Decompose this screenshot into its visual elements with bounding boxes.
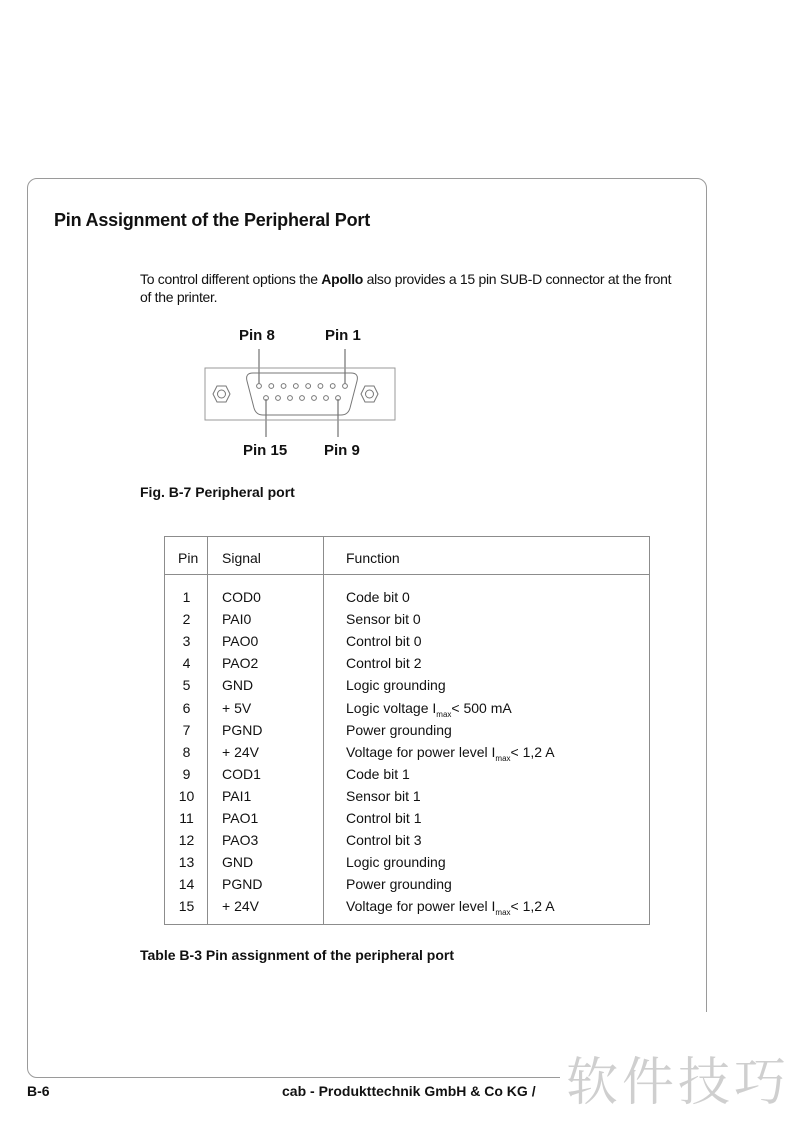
cell-function [346, 810, 421, 826]
screw-right-hole [366, 390, 374, 398]
product-name: Apollo [321, 271, 364, 287]
pin-assignment-table [164, 536, 650, 925]
pin-hole [318, 384, 323, 389]
function-subscript: max [436, 709, 452, 719]
table-row [165, 633, 649, 655]
table-row [165, 655, 649, 677]
function-text: Logic voltage I [346, 699, 437, 716]
function-text: Control bit 3 [346, 832, 422, 849]
cell-function [346, 766, 410, 782]
cell-pin: 15 [178, 898, 195, 915]
pin-hole [276, 396, 281, 401]
pin-hole [312, 396, 317, 401]
screw-left-hole [218, 390, 226, 398]
pin-label-bottom-left: Pin 15 [243, 442, 288, 459]
function-text: Control bit 1 [346, 810, 422, 826]
cell-pin: 2 [182, 611, 191, 628]
table-row [165, 677, 649, 699]
pin-hole [257, 384, 262, 389]
cell-pin: 12 [178, 832, 195, 849]
header-divider [165, 574, 649, 575]
cell-signal: PGND [222, 721, 263, 738]
cell-pin: 5 [182, 677, 191, 694]
cell-signal: + 5V [222, 699, 252, 716]
intro-paragraph [140, 270, 680, 306]
d-shell [247, 373, 358, 415]
cell-signal: + 24V [222, 743, 259, 760]
cell-function [346, 722, 452, 738]
function-text: Voltage for power level I [346, 898, 496, 915]
intro-text-after: also provides a 15 pin SUB-D connector at the front of the printer. [140, 271, 672, 305]
cell-pin: 8 [182, 743, 191, 760]
function-subscript: max [495, 908, 511, 918]
function-text: Code bit 0 [346, 589, 410, 605]
cell-pin: 9 [182, 765, 191, 782]
cell-pin: 13 [178, 854, 195, 871]
cell-pin: 1 [182, 589, 191, 605]
figure-caption: Fig. B-7 Peripheral port [140, 484, 295, 500]
header-pin: Pin [178, 550, 199, 566]
cell-pin: 3 [182, 633, 191, 650]
footer-page-number: B-6 [27, 1083, 50, 1099]
function-text: Power grounding [346, 876, 452, 893]
cell-signal: PAI0 [222, 611, 252, 628]
function-subscript: max [495, 753, 511, 763]
cell-signal: PAO1 [222, 810, 259, 826]
pin-label-bottom-right: Pin 9 [324, 442, 360, 459]
cell-signal: PGND [222, 876, 263, 893]
table-row [165, 876, 649, 898]
header-signal: Signal [222, 550, 261, 566]
function-text: Sensor bit 0 [346, 611, 421, 628]
cell-pin: 6 [182, 699, 191, 716]
function-text: Sensor bit 1 [346, 787, 421, 804]
table-row [165, 766, 649, 788]
pin-hole [324, 396, 329, 401]
pin-hole [293, 384, 298, 389]
cell-pin: 10 [178, 787, 195, 804]
table-caption: Table B-3 Pin assignment of the peripheral port [140, 947, 455, 963]
watermark: 软件技巧 [566, 1053, 791, 1113]
pin-hole [330, 384, 335, 389]
pin-label-top-right: Pin 1 [325, 327, 361, 344]
table-row [165, 788, 649, 810]
function-suffix: < 1,2 A [510, 898, 555, 915]
table-row [165, 611, 649, 633]
function-text: Code bit 1 [346, 765, 410, 782]
cell-signal: COD1 [222, 765, 261, 782]
cell-function [346, 589, 410, 605]
table-row [165, 810, 649, 832]
cell-signal: GND [222, 677, 254, 694]
page-title: Pin Assignment of the Peripheral Port [54, 210, 370, 230]
function-text: Logic grounding [346, 854, 446, 871]
cell-function [346, 677, 446, 693]
cell-signal: PAI1 [222, 787, 252, 804]
pin-label-top-left: Pin 8 [239, 327, 275, 344]
function-text: Voltage for power level I [346, 743, 496, 760]
cell-function [346, 655, 421, 671]
pin-hole [288, 396, 293, 401]
table-row [165, 832, 649, 854]
cell-signal: COD0 [222, 589, 261, 605]
header-function: Function [346, 550, 400, 566]
table-row [165, 854, 649, 876]
screw-left-icon [213, 386, 230, 402]
cell-signal: GND [222, 854, 254, 871]
table-row [165, 589, 649, 611]
cell-function [346, 633, 421, 649]
function-text: Control bit 0 [346, 633, 422, 650]
pin-row-bottom [264, 396, 341, 401]
cell-pin: 7 [182, 721, 191, 738]
cell-signal: PAO0 [222, 633, 259, 650]
cell-function [346, 854, 446, 870]
cell-pin: 4 [182, 655, 191, 672]
cell-function [346, 788, 421, 804]
cell-function [346, 898, 555, 917]
pin-hole [281, 384, 286, 389]
pin-hole [269, 384, 274, 389]
footer-company: cab - Produkttechnik GmbH & Co KG / [282, 1083, 536, 1099]
sub-d-connector-diagram [195, 340, 415, 445]
mounting-plate [205, 368, 395, 420]
function-text: Control bit 2 [346, 655, 422, 672]
function-suffix: < 1,2 A [510, 743, 555, 760]
pin-hole [300, 396, 305, 401]
cell-function [346, 876, 452, 892]
cell-signal: + 24V [222, 898, 259, 915]
screw-right-icon [361, 386, 378, 402]
table-row [165, 744, 649, 766]
table-row [165, 898, 649, 920]
table-row [165, 700, 649, 722]
cell-signal: PAO3 [222, 832, 259, 849]
pin-row-top [257, 384, 348, 389]
intro-text-before: To control different options the [140, 271, 322, 287]
cell-function [346, 832, 421, 848]
pin-hole [343, 384, 348, 389]
function-suffix: < 500 mA [451, 699, 512, 716]
cell-pin: 14 [178, 876, 195, 893]
function-text: Power grounding [346, 721, 452, 738]
table-row [165, 722, 649, 744]
cell-function [346, 700, 512, 719]
cell-function [346, 611, 421, 627]
cell-signal: PAO2 [222, 655, 259, 672]
pin-hole [306, 384, 311, 389]
cell-pin: 11 [179, 810, 194, 826]
cell-function [346, 744, 555, 763]
function-text: Logic grounding [346, 677, 446, 694]
